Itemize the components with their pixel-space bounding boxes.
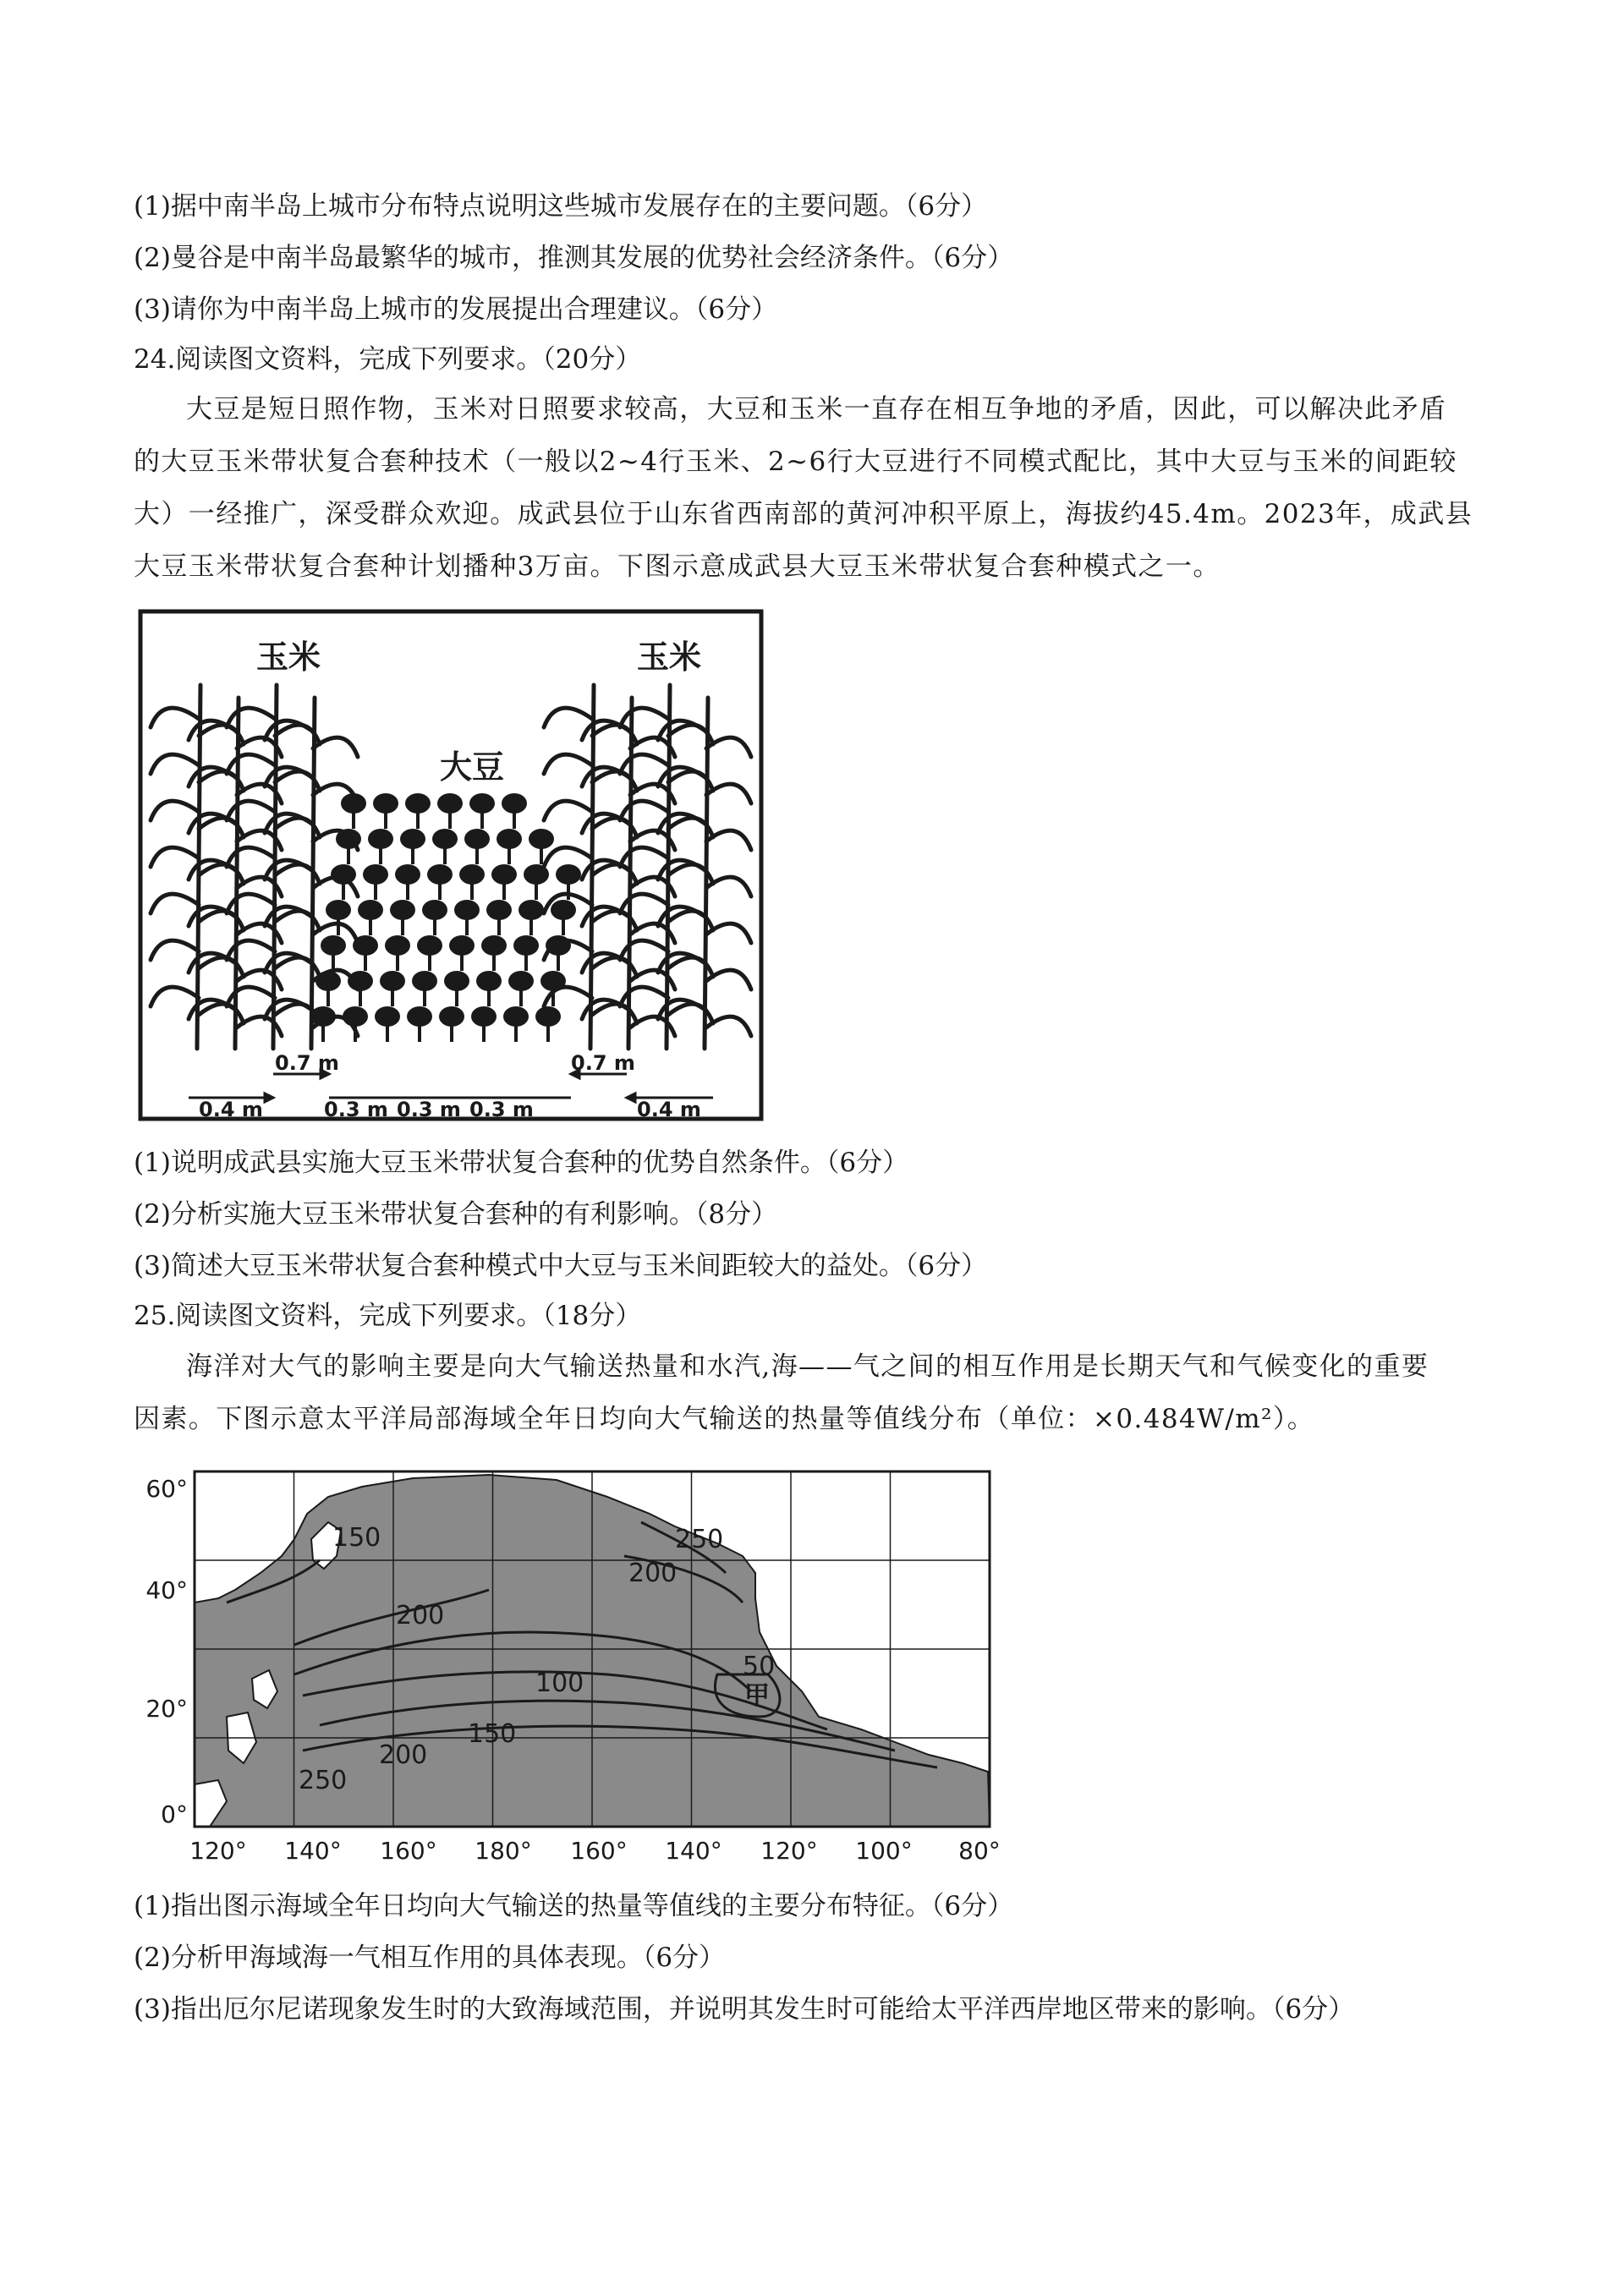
dim-04-right: 0.4 m [637, 1098, 701, 1121]
soybean-stem [535, 881, 538, 900]
soybean-stem [567, 881, 570, 900]
q25-item-2: (2)分析甲海域海一气相互作用的具体表现。（6分） [134, 1943, 726, 1973]
soybean-stem [480, 810, 484, 829]
soybean-stem [342, 881, 345, 900]
dim-07-right: 0.7 m [571, 1051, 635, 1075]
pacific-heat-map-figure [134, 1463, 1030, 1869]
soybean-stem [487, 988, 491, 1006]
soybean-stem [438, 881, 442, 900]
soybean-stem [513, 810, 516, 829]
soybean-stem [450, 1023, 453, 1042]
q24-passage-line: 的大豆玉米带状复合套种技术（一般以2~4行玉米、2~6行大豆进行不同模式配比，其中大豆与玉米的间距较 [134, 447, 1457, 477]
lat-label: 0° [161, 1800, 188, 1828]
soybean-stem [326, 988, 330, 1006]
soybean-stem [433, 917, 436, 935]
lat-label: 60° [145, 1475, 188, 1503]
soybean-stem [352, 810, 355, 829]
soybean-stem [374, 881, 377, 900]
lon-label: 120° [760, 1837, 818, 1865]
lat-labels [145, 1475, 188, 1828]
soybean-stem [540, 846, 543, 864]
q23-item-3: (3)请你为中南半岛上城市的发展提出合理建议。（6分） [134, 294, 778, 325]
soybean-stem [384, 810, 387, 829]
q23-item-2: (2)曼谷是中南半岛最繁华的城市，推测其发展的优势社会经济条件。（6分） [134, 243, 1014, 273]
lon-label: 140° [284, 1837, 342, 1865]
lat-label: 40° [145, 1576, 188, 1604]
soybean-stem [508, 846, 511, 864]
soybean-stem [411, 846, 414, 864]
lat-label: 20° [145, 1695, 188, 1723]
q23-item-1: (1)据中南半岛上城市分布特点说明这些城市发展存在的主要问题。（6分） [134, 191, 988, 222]
soybean-stem [416, 810, 420, 829]
q24-item-2: (2)分析实施大豆玉米带状复合套种的有利影响。（8分） [134, 1199, 778, 1230]
lon-labels [189, 1837, 1001, 1865]
q25-item-3: (3)指出厄尔尼诺现象发生时的大致海域范围，并说明其发生时可能给太平洋西岸地区带来的影响。（6分） [134, 1994, 1355, 2025]
isoline-label-150-north: 150 [332, 1523, 381, 1553]
soybean-stem [364, 952, 367, 971]
q24-passage-line: 大豆玉米带状复合套种计划播种3万亩。下图示意成武县大豆玉米带状复合套种模式之一。 [134, 551, 1221, 582]
soybean-stem [514, 1023, 518, 1042]
q24-passage [134, 392, 1504, 602]
soybean-stem [455, 988, 458, 1006]
soybean-stem [448, 810, 452, 829]
soybean-stem [321, 1023, 325, 1042]
soybean-stem [443, 846, 447, 864]
soybean-stem [482, 1023, 486, 1042]
soybean-stem [359, 988, 362, 1006]
soybean-stem [332, 952, 335, 971]
isoline-label-100: 100 [535, 1669, 584, 1698]
soybean-stem [502, 881, 506, 900]
q24-passage-line: 大）一经推广，深受群众欢迎。成武县位于山东省西南部的黄河冲积平原上，海拔约45.4m。2023年，成武县 [134, 499, 1473, 529]
label-corn-right: 玉米 [636, 638, 702, 676]
isoline-label-250-north: 250 [675, 1525, 724, 1554]
label-soybean: 大豆 [439, 748, 505, 786]
dim-03-a: 0.3 m [324, 1098, 388, 1121]
q25-item-1: (1)指出图示海域全年日均向大气输送的热量等值线的主要分布特征。（6分） [134, 1891, 1014, 1921]
soybean-stem [465, 917, 469, 935]
soybean-stem [337, 917, 340, 935]
dim-04-left: 0.4 m [199, 1098, 263, 1121]
soybean-stem [406, 881, 409, 900]
soybean-stem [557, 952, 560, 971]
q25-passage-line: 海洋对大气的影响主要是向大气输送热量和水汽,海——气之间的相互作用是长期天气和气候变化的重要 [186, 1351, 1429, 1382]
q24-item-1: (1)说明成武县实施大豆玉米带状复合套种的优势自然条件。（6分） [134, 1148, 909, 1178]
soybean-stem [475, 846, 479, 864]
q24-item-3: (3)简述大豆玉米带状复合套种模式中大豆与玉米间距较大的益处。（6分） [134, 1251, 988, 1281]
isoline-label-200-ne: 200 [628, 1559, 678, 1588]
soybean-stem [418, 1023, 421, 1042]
dim-07-left: 0.7 m [275, 1051, 339, 1075]
lon-label: 160° [380, 1837, 437, 1865]
q25-passage [134, 1350, 1504, 1455]
lon-label: 180° [475, 1837, 532, 1865]
dim-03-b: 0.3 m [397, 1098, 461, 1121]
lon-label: 160° [570, 1837, 628, 1865]
soybean-stem [423, 988, 426, 1006]
lon-label: 100° [855, 1837, 913, 1865]
marker-jia: 甲 [744, 1681, 770, 1711]
lon-label: 80° [958, 1837, 1001, 1865]
soybean-stem [401, 917, 404, 935]
soybean-stem [519, 988, 523, 1006]
intercropping-figure [138, 609, 764, 1121]
isoline-label-150-south: 150 [468, 1719, 517, 1749]
soybean-stem [546, 1023, 550, 1042]
isoline-label-200-south: 200 [379, 1740, 428, 1770]
soybean-stem [386, 1023, 389, 1042]
pacific-heat-map [134, 1463, 1030, 1869]
soybean-stem [428, 952, 431, 971]
isoline-label-50: 50 [743, 1652, 776, 1681]
q24-heading: 24.阅读图文资料，完成下列要求。（20分） [134, 344, 642, 375]
q24-passage-line: 大豆是短日照作物，玉米对日照要求较高，大豆和玉米一直存在相互争地的矛盾，因此，可以解决此矛盾 [186, 394, 1447, 425]
label-corn-left: 玉米 [255, 638, 321, 676]
lon-label: 120° [189, 1837, 247, 1865]
soybean-stem [391, 988, 394, 1006]
dim-03-c: 0.3 m [469, 1098, 534, 1121]
q25-passage-line: 因素。下图示意太平洋局部海域全年日均向大气输送的热量等值线分布（单位：×0.484W/m²）。 [134, 1404, 1315, 1434]
soybean-stem [379, 846, 382, 864]
soybean-stem [347, 846, 350, 864]
soybean-stem [460, 952, 464, 971]
soybean-stem [529, 917, 533, 935]
soybean-stem [470, 881, 474, 900]
soybean-stem [497, 917, 501, 935]
soybean-stem [562, 917, 565, 935]
soybean-stem [396, 952, 399, 971]
q25-heading: 25.阅读图文资料，完成下列要求。（18分） [134, 1301, 642, 1331]
soybean-stem [551, 988, 555, 1006]
soybean-stem [354, 1023, 357, 1042]
soybean-stem [369, 917, 372, 935]
soybean-stem [524, 952, 528, 971]
isoline-label-200-north: 200 [396, 1601, 445, 1630]
intercropping-diagram [138, 609, 764, 1121]
isoline-label-250-south: 250 [299, 1766, 348, 1795]
soybean-stem [492, 952, 496, 971]
lon-label: 140° [665, 1837, 722, 1865]
